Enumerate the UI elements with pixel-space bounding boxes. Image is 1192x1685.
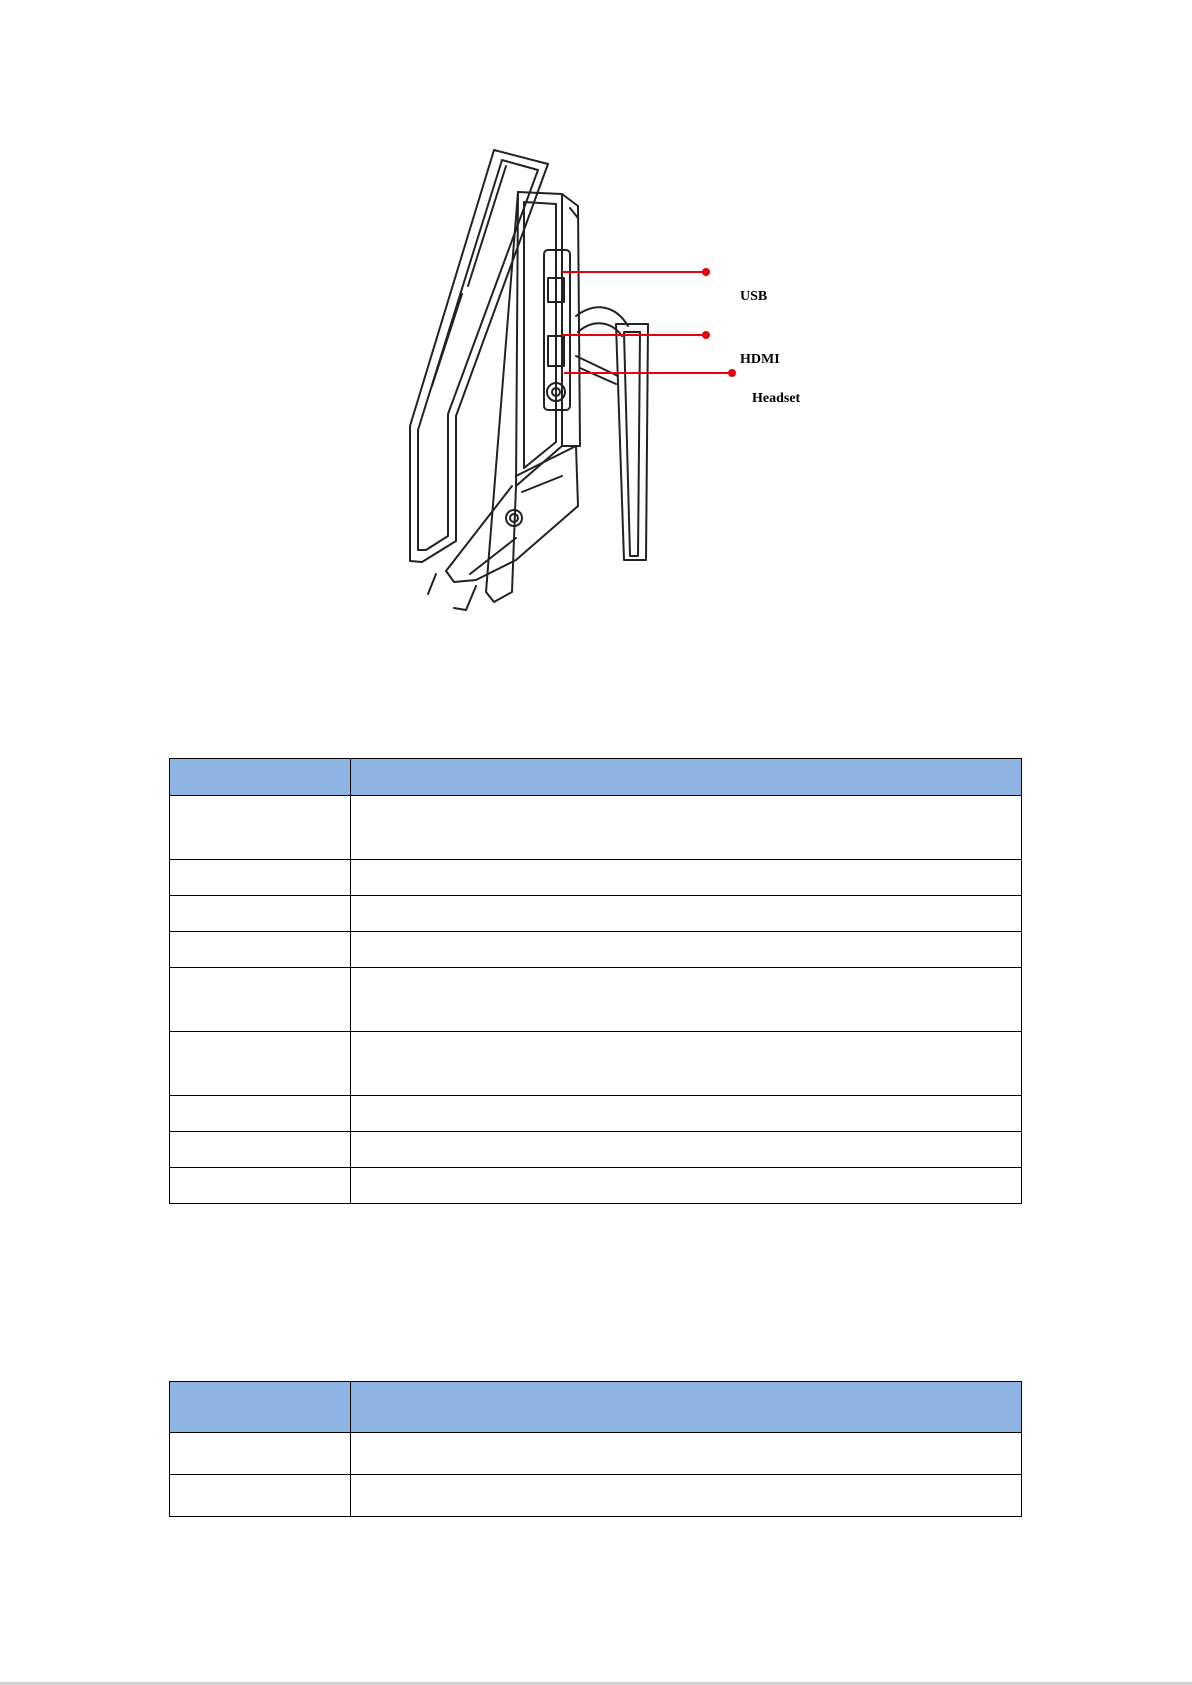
device-side-view-figure <box>366 146 826 616</box>
table-header-row <box>170 1382 1022 1433</box>
table-cell <box>170 968 351 1032</box>
table-cell <box>351 968 1022 1032</box>
table-cell <box>170 1475 351 1517</box>
table-cell <box>351 1433 1022 1475</box>
table-cell <box>170 1032 351 1096</box>
table-row <box>170 1096 1022 1132</box>
table-cell <box>351 932 1022 968</box>
header-cell <box>170 759 351 796</box>
table-cell <box>170 1433 351 1475</box>
table-cell <box>351 796 1022 860</box>
table-header-row <box>170 759 1022 796</box>
table-row <box>170 1433 1022 1475</box>
table-cell <box>170 860 351 896</box>
callout-headset-label: Headset <box>752 391 801 406</box>
table-cell <box>351 1032 1022 1096</box>
table-row <box>170 1132 1022 1168</box>
table-cell <box>170 1168 351 1204</box>
table-cell <box>351 860 1022 896</box>
table-row <box>170 896 1022 932</box>
table-row <box>170 932 1022 968</box>
table-row <box>170 968 1022 1032</box>
table-row <box>170 860 1022 896</box>
table-row <box>170 1168 1022 1204</box>
table-cell <box>351 896 1022 932</box>
header-cell <box>170 1382 351 1433</box>
device-side-view-drawing <box>366 146 826 616</box>
spec-table-2 <box>169 1381 1022 1517</box>
table-cell <box>170 1132 351 1168</box>
header-cell <box>351 759 1022 796</box>
callout-hdmi-label: HDMI <box>740 352 780 367</box>
callout-usb-label: USB <box>740 289 768 304</box>
table-cell <box>170 796 351 860</box>
table-cell <box>351 1475 1022 1517</box>
table-row <box>170 796 1022 860</box>
table-cell <box>351 1168 1022 1204</box>
spec-table-1 <box>169 758 1022 1204</box>
table-cell <box>170 1096 351 1132</box>
table-cell <box>170 896 351 932</box>
header-cell <box>351 1382 1022 1433</box>
table-cell <box>351 1132 1022 1168</box>
table-cell <box>351 1096 1022 1132</box>
table-cell <box>170 932 351 968</box>
table-row <box>170 1475 1022 1517</box>
table-row <box>170 1032 1022 1096</box>
